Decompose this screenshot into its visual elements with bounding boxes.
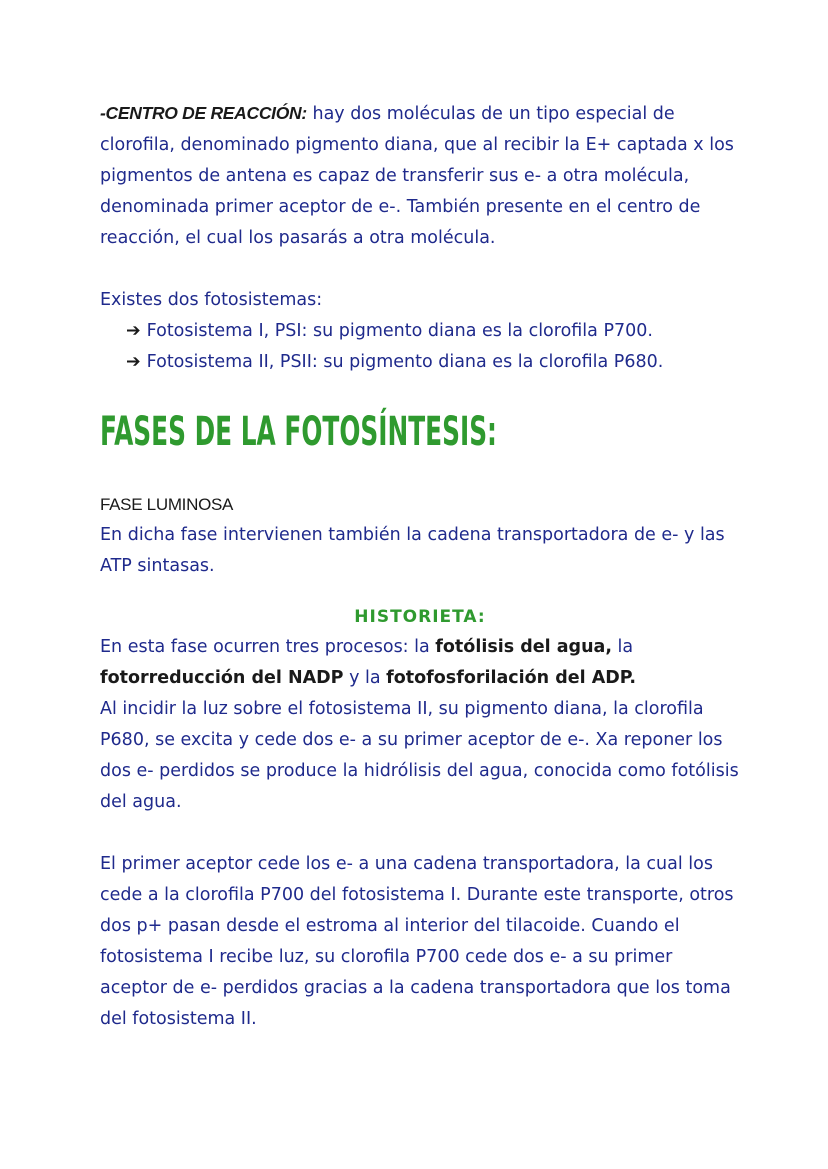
fotosistemas-intro: Existes dos fotosistemas: xyxy=(100,290,323,310)
historieta-title: HISTORIETA: xyxy=(354,607,486,627)
fase-luminosa-title: FASE LUMINOSA xyxy=(100,495,234,514)
arrow-icon: ➔ xyxy=(126,352,141,372)
section-heading: FASES DE LA FOTOSÍNTESIS: xyxy=(100,409,497,455)
fotosistemas-list xyxy=(100,316,740,378)
fase-luminosa-text: En dicha fase intervienen también la cadena transportadora de e- y las ATP sintasas. xyxy=(100,525,725,576)
centro-reaccion-paragraph xyxy=(100,98,740,254)
historieta-paragraph-1: En esta fase ocurren tres procesos: la fotólisis del agua, la fotorreducción del NADP y la fotofosforilación del ADP. xyxy=(100,637,637,688)
historieta-paragraph-3: El primer aceptor cede los e- a una cadena transportadora, la cual los cede a la clorofila P700 del fotosistema I. Durante este transporte, otros dos p+ pasan desde el estroma al interior del tilacoide. Cuando el fotosistema I recibe luz, su clorofila P700 cede dos e- a su primer aceptor de e- perdidos gracias a la cadena transportadora que los toma del fotosistema II. xyxy=(100,854,734,1029)
list-item: ➔ Fotosistema II, PSII: su pigmento diana es la clorofila P680. xyxy=(126,352,664,372)
document-page xyxy=(100,98,740,1035)
arrow-icon: ➔ xyxy=(126,321,141,341)
list-item: ➔ Fotosistema I, PSI: su pigmento diana es la clorofila P700. xyxy=(126,321,653,341)
centro-reaccion-term: -CENTRO DE REACCIÓN: xyxy=(100,103,307,123)
historieta-paragraph-2: Al incidir la luz sobre el fotosistema II, su pigmento diana, la clorofila P680, se excita y cede dos e- a su primer aceptor de e-. Xa reponer los dos e- perdidos se produce la hidrólisis del agua, conocida como fotólisis del agua. xyxy=(100,699,739,812)
centro-reaccion-text: hay dos moléculas de un tipo especial de clorofila, denominado pigmento diana, que al recibir la E+ captada x los pigmentos de antena es capaz de transferir sus e- a otra molécula, denominada primer aceptor de e-. También presente en el centro de reacción, el cual los pasarás a otra molécula. xyxy=(100,104,734,248)
